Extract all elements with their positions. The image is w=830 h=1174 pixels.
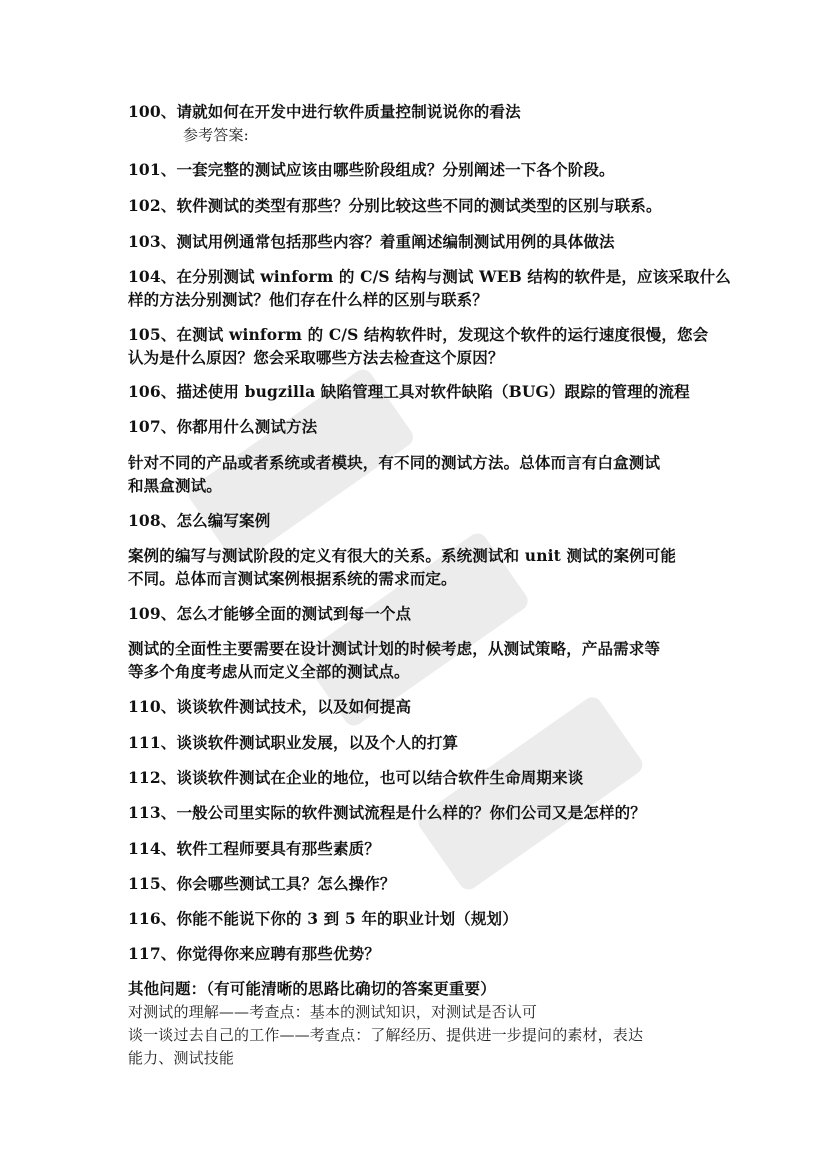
question-111: 111、谈谈软件测试职业发展，以及个人的打算 bbox=[128, 733, 459, 752]
question-115: 115、你会哪些测试工具？怎么操作？ bbox=[128, 874, 396, 893]
question-110: 110、谈谈软件测试技术，以及如何提高 bbox=[128, 697, 412, 716]
question-112: 112、谈谈软件测试在企业的地位，也可以结合软件生命周期来谈 bbox=[128, 768, 584, 787]
answer-109-line-2: 等多个角度考虑从而定义全部的测试点。 bbox=[128, 662, 410, 681]
answer-label: 参考答案: bbox=[183, 126, 249, 144]
question-113: 113、一般公司里实际的软件测试流程是什么样的？你们公司又是怎样的？ bbox=[128, 803, 646, 822]
answer-108-line-2: 不同。总体而言测试案例根据系统的需求而定。 bbox=[128, 569, 457, 588]
answer-109-line-1: 测试的全面性主要需要在设计测试计划的时候考虑，从测试策略，产品需求等 bbox=[128, 639, 661, 658]
question-104-line-1: 104、在分别测试 winform 的 C/S 结构与测试 WEB 结构的软件是，应该采取什么 bbox=[128, 267, 731, 286]
other-question-1: 对测试的理解——考查点：基本的测试知识，对测试是否认可 bbox=[128, 1003, 538, 1021]
answer-107-line-2: 和黑盒测试。 bbox=[128, 476, 222, 495]
question-102: 102、软件测试的类型有那些？分别比较这些不同的测试类型的区别与联系。 bbox=[128, 196, 662, 215]
question-108: 108、怎么编写案例 bbox=[128, 511, 271, 530]
question-107: 107、你都用什么测试方法 bbox=[128, 417, 318, 436]
other-question-2-line-2: 能力、测试技能 bbox=[128, 1049, 235, 1067]
answer-108-line-1: 案例的编写与测试阶段的定义有很大的关系。系统测试和 unit 测试的案例可能 bbox=[128, 546, 677, 565]
question-101: 101、一套完整的测试应该由哪些阶段组成？分别阐述一下各个阶段。 bbox=[128, 160, 615, 179]
question-114: 114、软件工程师要具有那些素质？ bbox=[128, 839, 380, 858]
question-116: 116、你能不能说下你的 3 到 5 年的职业计划（规划） bbox=[128, 909, 518, 928]
question-105-line-2: 认为是什么原因？您会采取哪些方法去检查这个原因？ bbox=[128, 348, 504, 367]
question-104-line-2: 样的方法分别测试？他们存在什么样的区别与联系？ bbox=[128, 290, 488, 309]
question-117: 117、你觉得你来应聘有那些优势？ bbox=[128, 944, 380, 963]
question-106: 106、描述使用 bugzilla 缺陷管理工具对软件缺陷（BUG）跟踪的管理的流程 bbox=[128, 382, 690, 401]
question-109: 109、怎么才能够全面的测试到每一个点 bbox=[128, 604, 412, 623]
other-questions-heading: 其他问题：（有可能清晰的思路比确切的答案更重要） bbox=[128, 979, 496, 998]
question-105-line-1: 105、在测试 winform 的 C/S 结构软件时，发现这个软件的运行速度很慢，您会 bbox=[128, 325, 709, 344]
other-question-2-line-1: 谈一谈过去自己的工作——考查点：了解经历、提供进一步提问的素材，表达 bbox=[128, 1026, 644, 1044]
answer-107-line-1: 针对不同的产品或者系统或者模块，有不同的测试方法。总体而言有白盒测试 bbox=[128, 453, 661, 472]
question-100: 100、请就如何在开发中进行软件质量控制说说你的看法 bbox=[128, 102, 521, 121]
question-103: 103、测试用例通常包括那些内容？着重阐述编制测试用例的具体做法 bbox=[128, 232, 615, 251]
